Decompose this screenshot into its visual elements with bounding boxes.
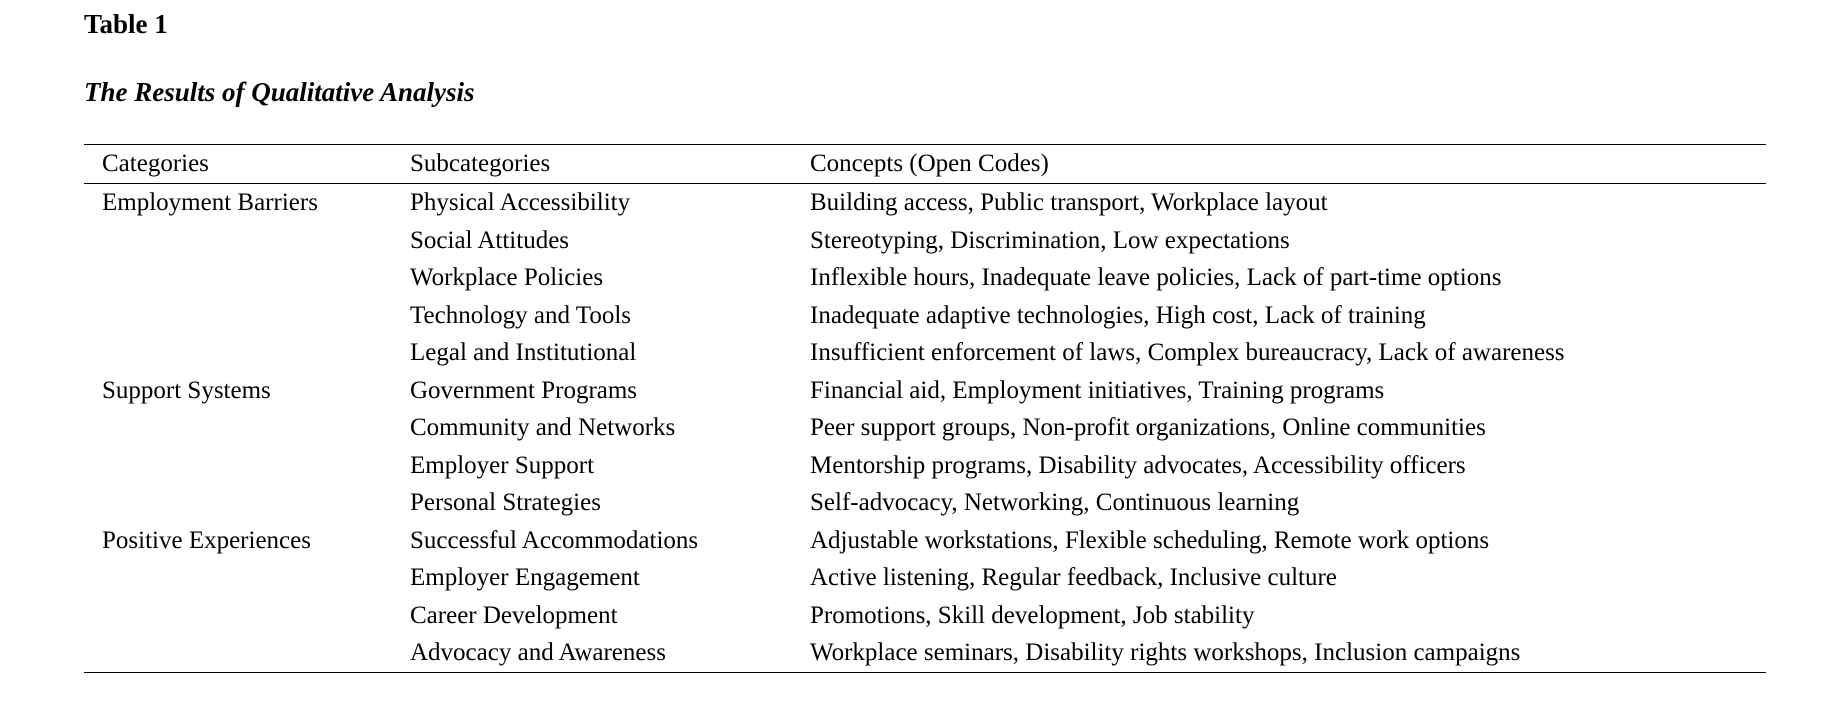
- category-cell: [84, 447, 410, 485]
- concepts-cell: Active listening, Regular feedback, Inclusive culture: [810, 564, 1337, 591]
- concepts-cell: Workplace seminars, Disability rights workshops, Inclusion campaigns: [810, 639, 1521, 666]
- table-row: [84, 447, 1766, 485]
- table-row: [84, 184, 1766, 222]
- concepts-cell: Inadequate adaptive technologies, High cost, Lack of training: [810, 301, 1426, 329]
- subcategory-cell: Community and Networks: [410, 414, 676, 441]
- subcategory-cell: Legal and Institutional: [410, 339, 637, 366]
- subcategory-cell: Technology and Tools: [410, 301, 632, 329]
- table-row: [84, 334, 1766, 372]
- concepts-cell: Financial aid, Employment initiatives, Training programs: [810, 376, 1385, 404]
- table-row: [84, 259, 1766, 297]
- subcategory-cell: Workplace Policies: [410, 264, 604, 291]
- table-row: [84, 222, 1766, 260]
- results-table: [84, 144, 1766, 673]
- table-row: [84, 409, 1766, 447]
- table-label: Table 1: [84, 9, 168, 39]
- category-cell: Positive Experiences: [102, 526, 311, 554]
- category-cell: [84, 409, 410, 447]
- category-cell: [84, 259, 410, 297]
- category-cell: [84, 297, 410, 335]
- category-cell: [84, 597, 410, 635]
- table-row: [84, 597, 1766, 635]
- table-row: [84, 297, 1766, 335]
- category-cell: [84, 334, 410, 372]
- concepts-cell: Adjustable workstations, Flexible scheduling, Remote work options: [810, 526, 1490, 554]
- subcategory-cell: Social Attitudes: [410, 226, 570, 254]
- table-row: [84, 372, 1766, 410]
- concepts-cell: Mentorship programs, Disability advocates, Accessibility officers: [810, 451, 1466, 479]
- table-row: [84, 522, 1766, 560]
- concepts-cell: Stereotyping, Discrimination, Low expectations: [810, 226, 1290, 254]
- subcategory-cell: Physical Accessibility: [410, 189, 631, 216]
- concepts-cell: Insufficient enforcement of laws, Complex bureaucracy, Lack of awareness: [810, 339, 1565, 366]
- category-cell: [84, 559, 410, 597]
- header-categories: Categories: [102, 150, 209, 177]
- category-cell: Employment Barriers: [102, 189, 318, 216]
- subcategory-cell: Personal Strategies: [410, 489, 601, 516]
- concepts-cell: Building access, Public transport, Workplace layout: [810, 189, 1328, 216]
- subcategory-cell: Career Development: [410, 601, 618, 629]
- table-row: [84, 634, 1766, 672]
- subcategory-cell: Advocacy and Awareness: [410, 639, 666, 666]
- concepts-cell: Peer support groups, Non-profit organizations, Online communities: [810, 414, 1486, 441]
- category-cell: [84, 222, 410, 260]
- concepts-cell: Self-advocacy, Networking, Continuous learning: [810, 489, 1300, 516]
- subcategory-cell: Successful Accommodations: [410, 526, 699, 554]
- subcategory-cell: Government Programs: [410, 376, 638, 404]
- subcategory-cell: Employer Support: [410, 451, 595, 479]
- table-row: [84, 559, 1766, 597]
- header-row: [84, 145, 1766, 184]
- category-cell: [84, 484, 410, 522]
- concepts-cell: Promotions, Skill development, Job stability: [810, 601, 1255, 629]
- category-cell: Support Systems: [102, 376, 271, 404]
- table-row: [84, 484, 1766, 522]
- table-body: [84, 184, 1766, 673]
- category-cell: [84, 634, 410, 672]
- header-subcategories: Subcategories: [410, 150, 551, 177]
- concepts-cell: Inflexible hours, Inadequate leave policies, Lack of part-time options: [810, 264, 1502, 291]
- table-header: [84, 145, 1766, 184]
- subcategory-cell: Employer Engagement: [410, 564, 640, 591]
- table-title: The Results of Qualitative Analysis: [84, 77, 475, 107]
- header-concepts: Concepts (Open Codes): [810, 150, 1049, 177]
